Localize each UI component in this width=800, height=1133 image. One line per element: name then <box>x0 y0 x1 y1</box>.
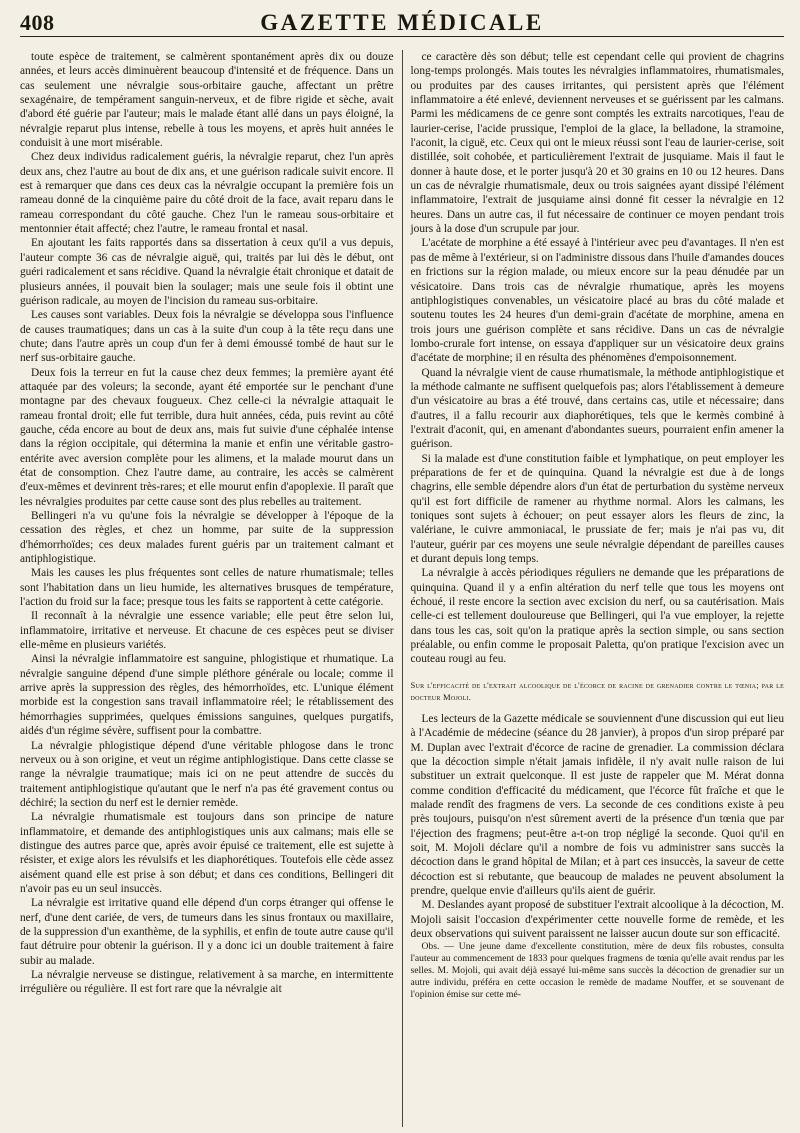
left-paragraph: La névralgie phlogistique dépend d'une véritable phlogose dans le tronc nerveux ou à son origine, et veut un régime antiphlogistique. Dans cette classe se range la névralgie traumatique; mais ici on ne peut attendre de succès du traitement antiphlogistique qu'autant que le nerf n'a pas été gravement contus ou déchiré; la section du nerf est le dernier remède. <box>20 739 394 809</box>
right-paragraph: La névralgie à accès périodiques réguliers ne demande que les préparations de quinquina. Quand il y a enfin altération du nerf telle que tous les moyens ont échoué, il reste encore la section avec excision du nerf, ou sa cautérisation. Mais celle-ci est tellement douloureuse que Bellingeri, qui l'a vue employer, la rejette dans tous les cas, soit qu'on la pratique après la section simple, ou sans section préalable, ou enfin comme le proposait Paletta, qu'on pratique l'excision avec un couteau rougi au feu. <box>410 567 784 666</box>
right-paragraph: Quand la névralgie vient de cause rhumatismale, la méthode antiphlogistique et la méthode calmante ne suffisent quelquefois pas; alors l'établissement à demeure d'un vésicatoire au bras a été trouvé, dans certains cas, utile et nécessaire; dans d'autres, il a fallu recourir aux diaphorétiques, tels que le kermès combiné à l'extrait d'aconit, qui, en amenant d'abondantes sueurs, pourraient enfin amener la guérison. <box>410 366 784 451</box>
right-paragraph: Si la malade est d'une constitution faible et lymphatique, on peut employer les préparations de fer et de quinquina. Quand la névralgie est due à de longs chagrins, elle semble dépendre alors d'un état de perturbation du système nerveux qu'il est fort difficile de ramener au rhythme normal. Alors les calmans, les toniques sont sujets à échouer; on peut essayer alors les fleurs de zinc, la valériane, le cuivre ammoniacal, le prussiate de fer; mais je n'ai pas vu, dit l'auteur, guérir par ces moyens une seule névralgie dépendant de pareilles causes et durant depuis long temps. <box>410 452 784 566</box>
page-number: 408 <box>20 10 55 35</box>
left-paragraph: La névralgie nerveuse se distingue, relativement à sa marche, en intermittente irrégulière ou régulière. Il est fort rare que la névralgie ait <box>20 969 394 996</box>
left-column <box>20 50 402 1127</box>
observation-note: Obs. — Une jeune dame d'excellente constitution, mère de deux fils robustes, consulta l'auteur au commencement de 1833 pour quelques fragmens de tœnia qu'elle avait rendus par les selles. M. Mojoli, qui avait déjà essayé lui-même sans succès la décoction de grenadier sur un autre individu, préféra en cette occasion le remède de madame Nouffer, et se souvenant de l'opinion émise sur cette mé- <box>410 941 784 1001</box>
left-paragraph: Deux fois la terreur en fut la cause chez deux femmes; la première ayant été attaquée par des voleurs; la seconde, ayant été emportée sur le penchant d'une montagne par des chevaux fougueux. Chez celle-ci la névralgie attaquait le rameau frontal droit; elle fut terrible, dura huit années, céda, puis revint au côté gauche, céda encore au bout de deux ans, mais fut suivie d'une céphalée intense dans la région occipitale, qui détermina la manie et enfin une véritable gastro-entérite avec aversion complète pour les alimens, et la malade mourut dans un état de consomption. Chez l'autre dame, au contraire, les accès se calmèrent d'eux-mêmes et devinrent très-rares; et elle mourut enfin d'apoplexie. Il paraît que les névralgies produites par cette cause sont des plus rebelles au traitement. <box>20 366 394 508</box>
left-paragraph: Chez deux individus radicalement guéris, la névralgie reparut, chez l'un après deux ans, chez l'autre au bout de dix ans, et une guérison radicale suivit encore. Il est à remarquer que dans ces deux cas la névralgie occupant la première fois un rameau donné de la cinquième paire du côté droit de la face, avait reparu dans le rameau correspondant du côté gauche. Chez l'un le rameau sous-orbitaire et mentonnier était affecté; chez l'autre, le rameau frontal et nasal. <box>20 151 394 236</box>
right-paragraph: L'acétate de morphine a été essayé à l'intérieur avec peu d'avantages. Il n'en est pas de même à l'extérieur, si on l'administre dissous dans l'huile d'amandes douces en frictions sur la région malade, ou mieux encore sur la peau dénudée par un vésicatoire. Dans trois cas de névralgie rhumatique, après les moyens antiphlogistiques convenables, un vésicatoire placé au bras du côté malade et soutenu toutes les 24 heures d'un demi-grain d'acétate de morphine, amena en trois jours une guérison complète et sans récidive. Dans un cas de névralgie lombo-crurale fort intense, on essaya d'appliquer sur un vésicatoire deux grains d'acétate de morphine; il en résulta des phénomènes d'empoisonnement. <box>410 237 784 365</box>
text-columns <box>20 50 784 1127</box>
left-paragraph: Ainsi la névralgie inflammatoire est sanguine, phlogistique et rhumatique. La névralgie sanguine dépend d'une simple pléthore générale ou locale; comme il arrive après la suppression des règles, des hémorrhoïdes, etc. L'unique élément morbide est la congestion sans travail inflammatoire réel; le rétablissement des hémorrhagies supprimées, quelques émissions sanguines, quelques purgatifs, aidés d'un régime sévère, suffisent pour la combattre. <box>20 653 394 738</box>
left-paragraph: toute espèce de traitement, se calmèrent spontanément après dix ou douze années, et leurs accès diminuèrent beaucoup d'intensité et de fréquence. Dans un cas seulement une névralgie sous-orbitaire gauche, affectant un prêtre sexagénaire, de tempérament sanguin-nerveux, et de fibre rigide et sèche, avait d'abord été guérie par l'auteur; mais le malade étant allé dans un pays éloigné, la névralgie reparut plus intense, rebelle à tous les moyens, et après huit années le conduisit à une mort misérable. <box>20 51 394 150</box>
article-title: Sur l'efficacité de l'extrait alcoolique de l'écorce de racine de grenadier contre le tœnia; par le docteur Mojoli. <box>410 679 784 703</box>
left-paragraph: En ajoutant les faits rapportés dans sa dissertation à ceux qu'il a vus depuis, l'auteur compte 36 cas de névralgie aiguë, qui, traités par lui dès le début, ont guéri radicalement et sans récidive. Quand la névralgie était chronique et datait de plusieurs années, il pouvait bien la soulager; mais une seule fois il obtint une guérison radicale, au moyen de l'incision du rameau sus-orbitaire. <box>20 237 394 307</box>
article-paragraph: M. Deslandes ayant proposé de substituer l'extrait alcoolique à la décoction, M. Mojoli saisit l'occasion d'expérimenter cette nouvelle forme de remède, et les deux observations qui suivent paraissent ne laisser aucun doute sur son efficacité. <box>410 899 784 941</box>
left-paragraph: Il reconnaît à la névralgie une essence variable; elle peut être selon lui, inflammatoire, irritative et nerveuse. Et chacune de ces espèces peut se diviser elle-même en plusieurs variétés. <box>20 610 394 652</box>
article-paragraph: Les lecteurs de la Gazette médicale se souviennent d'une discussion qui eut lieu à l'Académie de médecine (séance du 28 janvier), à propos d'un sirop préparé par M. Duplan avec l'extrait d'écorce de racine de grenadier. La commission déclara que la décoction simple n'était jamais infidèle, il n'y avait nulle raison de lui substituer un extrait quelconque. Il est juste de rappeler que M. Mérat donna comme condition d'efficacité du médicament, que l'écorce fût fraîche et que le malade rendît des fragmens de vers. La seconde de ces conditions existe à peu près toujours, puisqu'on n'est sûrement averti de la présence d'un tœnia que par l'éjection des fragmens; peut-être a-t-on trop négligé la seconde. Quoi qu'il en soit, M. Mojoli déclare qu'il a nombre de fois vu administrer sans succès la décoction dans le grand hôpital de Milan; et à part ces insuccès, la saveur de cette décoction est si rebutante, que beaucoup de malades ne peuvent absolument la prendre, quelque envie d'ailleurs qu'ils aient de guérir. <box>410 712 784 898</box>
right-column <box>402 50 785 1127</box>
left-paragraph: Bellingeri n'a vu qu'une fois la névralgie se développer à l'époque de la cessation des règles, et chez un homme, par suite de la suppression d'hémorrhoïdes; ces deux malades furent guéris par un traitement calmant et antiphlogistique. <box>20 510 394 566</box>
left-paragraph: Les causes sont variables. Deux fois la névralgie se développa sous l'influence de causes traumatiques; dans un cas à la suite d'un coup à la tête reçu dans une chute; dans l'autre après un coup d'un fer à demi émoussé tombé de haut sur le nerf sus-orbitaire gauche. <box>20 309 394 365</box>
page-header <box>20 0 784 37</box>
journal-title: GAZETTE MÉDICALE <box>260 10 544 35</box>
left-paragraph: La névralgie rhumatismale est toujours dans son principe de nature inflammatoire, et demande des antiphlogistiques unis aux calmans; mais elle se distingue des autres parce que, après avoir épuisé ce traitement, elle est sujette à résister, et exige alors les révulsifs et les diaphorétiques. Toutefois elle cède assez aisément quand elle est prise à son début; et dans ces conditions, Bellingeri dit n'avoir pas eu un seul insuccès. <box>20 811 394 895</box>
left-paragraph: La névralgie est irritative quand elle dépend d'un corps étranger qui offense le nerf, d'une dent cariée, de vers, de tumeurs dans les sinus frontaux ou maxillaire, de la suppression d'un exanthème, de la syphilis, et enfin de toute autre cause qu'il faut détruire pour obtenir la guérison. Il y a donc ici un double traitement à faire subir au malade. <box>20 897 394 967</box>
left-paragraph: Mais les causes les plus fréquentes sont celles de nature rhumatismale; telles sont l'habitation dans un lieu humide, les alternatives brusques de température, l'action du froid sur la face; presque tous les faits se rapportent à cette catégorie. <box>20 567 394 609</box>
right-paragraph: ce caractère dès son début; telle est cependant celle qui provient de chagrins long-temps prolongés. Mais toutes les névralgies inflammatoires, rhumatismales, ou produites par des causes irritantes, qui persistent après que l'élément inflammatoire a été enlevé, deviennent nerveuses et se guérissent par les calmans. Parmi les médicamens de ce genre sont comptés les extraits narcotiques, l'eau de laurier-cerise, l'acide prussique, l'emploi de la glace, la belladone, la stramoine, l'aconit, la ciguë, etc. Ceux qui ont le mieux réussi sont l'eau de laurier-cerise, soit distillée, soit cohobée, et particulièrement l'extrait de jusquiame. Mais il faut le donner à haute dose, et le porter jusqu'à 20 et 30 grains en 10 ou 12 heures. Dans un cas de névralgie rhumatismale, deux ou trois saignées ayant dissipé l'élément inflammatoire, l'extrait de jusquiame ainsi donné fit cesser la névralgie en 12 heures. Dans un autre cas, il fut nécessaire de continuer ce moyen pendant trois jours à la dose d'un scrupule par jour. <box>410 51 784 236</box>
